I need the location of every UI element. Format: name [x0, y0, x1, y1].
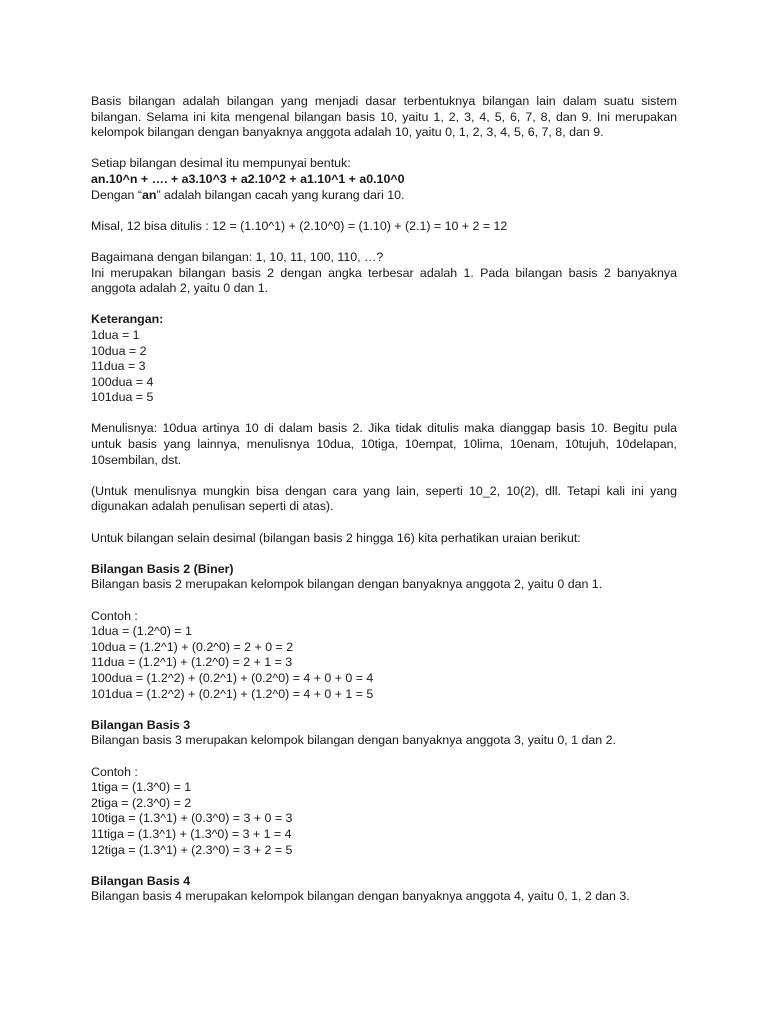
basis3-example-line: 1tiga = (1.3^0) = 1: [91, 780, 192, 795]
basis2-example-line: 10dua = (1.2^1) + (0.2^0) = 2 + 0 = 2: [91, 639, 294, 654]
dengan-post: ” adalah bilangan cacah yang kurang dari 10.: [156, 187, 405, 202]
basis3-example-line: 12tiga = (1.3^1) + (2.3^0) = 3 + 2 = 5: [91, 842, 293, 857]
basis2-heading: Bilangan Basis 2 (Biner): [91, 561, 234, 576]
document-page: [91, 94, 677, 905]
form-label: Setiap bilangan desimal itu mempunyai bentuk:: [91, 156, 351, 171]
intro-paragraph: Basis bilangan adalah bilangan yang menjadi dasar terbentuknya bilangan lain dalam suatu sistem bilangan. Selama ini kita mengenal bilangan basis 10, yaitu 1, 2, 3, 4, 5, 6, 7, 8, dan 9. Ini merupakan kelompok bilangan dengan banyaknya anggota adalah 10, yaitu 0, 1, 2, 3, 4, 5, 6, 7, 8, dan 9.: [91, 94, 677, 140]
menulis-paragraph: Menulisnya: 10dua artinya 10 di dalam basis 2. Jika tidak ditulis maka dianggap basis 10. Begitu pula untuk basis yang lainnya, menulisnya 10dua, 10tiga, 10empat, 10lima, 10enam, 10tujuh, 10delapan, 10sembilan, dst.: [91, 421, 677, 467]
untuk-cara-paragraph: (Untuk menulisnya mungkin bisa dengan cara yang lain, seperti 10_2, 10(2), dll. Tetapi kali ini yang digunakan adalah penulisan seperti di atas).: [91, 483, 677, 514]
basis2-description: Bilangan basis 2 merupakan kelompok bilangan dengan banyaknya anggota 2, yaitu 0 dan 1.: [91, 577, 603, 592]
keterangan-line: 11dua = 3: [91, 359, 146, 374]
keterangan-line: 101dua = 5: [91, 390, 154, 405]
untuk-bilangan-line: Untuk bilangan selain desimal (bilangan basis 2 hingga 16) kita perhatikan uraian berikut:: [91, 530, 581, 545]
basis3-example-line: 11tiga = (1.3^1) + (1.3^0) = 3 + 1 = 4: [91, 826, 292, 841]
basis3-contoh-label: Contoh :: [91, 764, 138, 779]
basis2-intro-paragraph: Ini merupakan bilangan basis 2 dengan angka terbesar adalah 1. Pada bilangan basis 2 banyaknya anggota adalah 2, yaitu 0 dan 1.: [91, 265, 677, 296]
dengan-line: [91, 188, 677, 204]
formula: an.10^n + …. + a3.10^3 + a2.10^2 + a1.10^1 + a0.10^0: [91, 171, 405, 186]
basis3-example-line: 10tiga = (1.3^1) + (0.3^0) = 3 + 0 = 3: [91, 811, 293, 826]
basis4-heading: Bilangan Basis 4: [91, 873, 191, 888]
basis3-heading: Bilangan Basis 3: [91, 717, 191, 732]
keterangan-line: 1dua = 1: [91, 327, 140, 342]
keterangan-heading: Keterangan:: [91, 312, 164, 327]
basis4-description: Bilangan basis 4 merupakan kelompok bilangan dengan banyaknya anggota 4, yaitu 0, 1, 2 dan 3.: [91, 889, 630, 904]
dengan-bold: an: [141, 187, 157, 202]
misal-line: Misal, 12 bisa ditulis : 12 = (1.10^1) + (2.10^0) = (1.10) + (2.1) = 10 + 2 = 12: [91, 218, 508, 233]
bagaimana-line: Bagaimana dengan bilangan: 1, 10, 11, 100, 110, …?: [91, 249, 384, 264]
basis2-contoh-label: Contoh :: [91, 608, 138, 623]
keterangan-line: 100dua = 4: [91, 374, 154, 389]
basis3-example-line: 2tiga = (2.3^0) = 2: [91, 795, 192, 810]
basis2-example-line: 1dua = (1.2^0) = 1: [91, 624, 192, 639]
dengan-pre: Dengan “: [91, 187, 142, 202]
keterangan-line: 10dua = 2: [91, 343, 147, 358]
basis2-example-line: 101dua = (1.2^2) + (0.2^1) + (1.2^0) = 4 + 0 + 1 = 5: [91, 686, 374, 701]
basis2-example-line: 11dua = (1.2^1) + (1.2^0) = 2 + 1 = 3: [91, 655, 293, 670]
basis3-description: Bilangan basis 3 merupakan kelompok bilangan dengan banyaknya anggota 3, yaitu 0, 1 dan 2.: [91, 733, 616, 748]
basis2-example-line: 100dua = (1.2^2) + (0.2^1) + (0.2^0) = 4 + 0 + 0 = 4: [91, 670, 374, 685]
